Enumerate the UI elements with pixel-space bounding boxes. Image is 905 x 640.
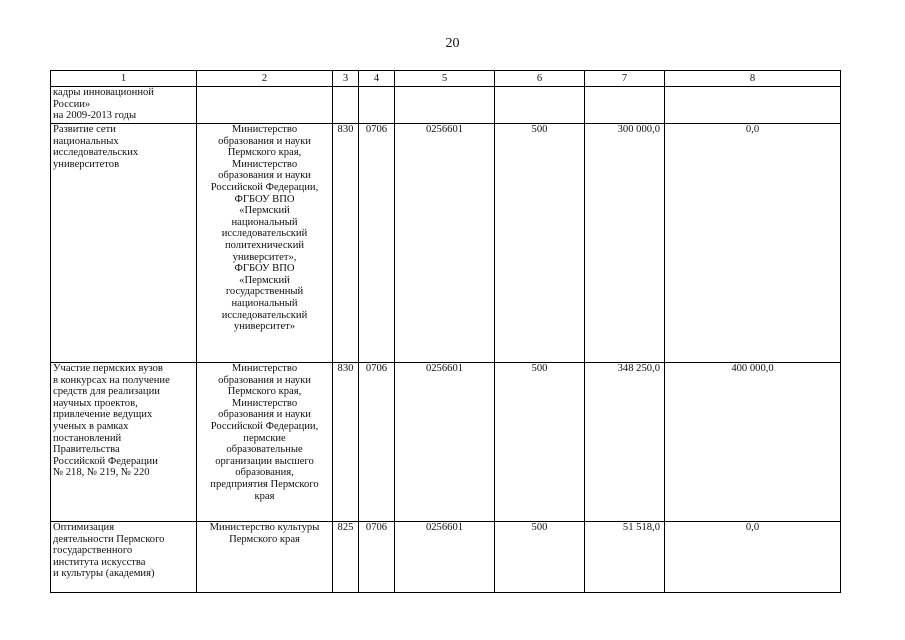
table-row (51, 522, 841, 593)
row-col3-cell: 830 (333, 363, 359, 522)
row-col5-cell: 0256601 (395, 124, 495, 363)
row-col3-cell: 825 (333, 522, 359, 593)
row-col4-cell: 0706 (359, 522, 395, 593)
row-executor-cell (197, 363, 333, 522)
row-executor-cell (197, 87, 333, 124)
row-name-text: Развитие сети национальных исследовательских университетов (53, 124, 139, 170)
table-header-row (51, 71, 841, 87)
row-col3-cell: 830 (333, 124, 359, 363)
column-header-4: 4 (359, 71, 395, 87)
row-col6-cell: 500 (495, 363, 585, 522)
row-col5-cell: 0256601 (395, 522, 495, 593)
row-col4-cell: 0706 (359, 363, 395, 522)
row-col6-cell: 500 (495, 522, 585, 593)
column-header-1: 1 (51, 71, 197, 87)
row-col7-cell: 51 518,0 (585, 522, 665, 593)
row-name-cell (51, 363, 197, 522)
column-header-7: 7 (585, 71, 665, 87)
row-col5-cell (395, 87, 495, 124)
table-row (51, 124, 841, 363)
row-executor-cell (197, 124, 333, 363)
row-executor-text: Министерство образования и науки Пермского края, Министерство образования и науки Российской Федерации, пермские образовательные организации высшего образования, предприятия Пермского края (210, 363, 319, 502)
row-executor-text: Министерство образования и науки Пермского края, Министерство образования и науки Российской Федерации, ФГБОУ ВПО «Пермский национальный исследовательский политехнический университет», ФГБОУ ВПО «Пермский государственный национальный исследовательский университет» (210, 124, 319, 333)
row-col5-cell: 0256601 (395, 363, 495, 522)
row-name-cell (51, 87, 197, 124)
column-header-2: 2 (197, 71, 333, 87)
table-row (51, 87, 841, 124)
column-header-5: 5 (395, 71, 495, 87)
row-col7-cell (585, 87, 665, 124)
row-col8-cell: 400 000,0 (665, 363, 841, 522)
row-executor-cell (197, 522, 333, 593)
row-name-cell (51, 124, 197, 363)
row-col8-cell: 0,0 (665, 124, 841, 363)
row-col3-cell (333, 87, 359, 124)
table-row (51, 363, 841, 522)
row-executor-text: Министерство культуры Пермского края (209, 522, 320, 545)
column-header-8: 8 (665, 71, 841, 87)
page-number: 20 (445, 36, 460, 51)
row-col7-cell: 348 250,0 (585, 363, 665, 522)
row-col6-cell (495, 87, 585, 124)
row-name-text: кадры инновационной России» на 2009-2013 годы (53, 87, 154, 122)
budget-table (50, 70, 841, 593)
column-header-6: 6 (495, 71, 585, 87)
row-col6-cell: 500 (495, 124, 585, 363)
row-col7-cell: 300 000,0 (585, 124, 665, 363)
column-header-3: 3 (333, 71, 359, 87)
row-col8-cell: 0,0 (665, 522, 841, 593)
row-name-cell (51, 522, 197, 593)
row-col4-cell: 0706 (359, 124, 395, 363)
row-col8-cell (665, 87, 841, 124)
row-name-text: Участие пермских вузов в конкурсах на получение средств для реализации научных проектов, привлечение ведущих ученых в рамках постановлений Правительства Российской Федерации № 218, № 219, № 220 (53, 363, 170, 479)
row-name-text: Оптимизация деятельности Пермского государственного института искусства и культуры (академия) (53, 522, 165, 580)
row-col4-cell (359, 87, 395, 124)
